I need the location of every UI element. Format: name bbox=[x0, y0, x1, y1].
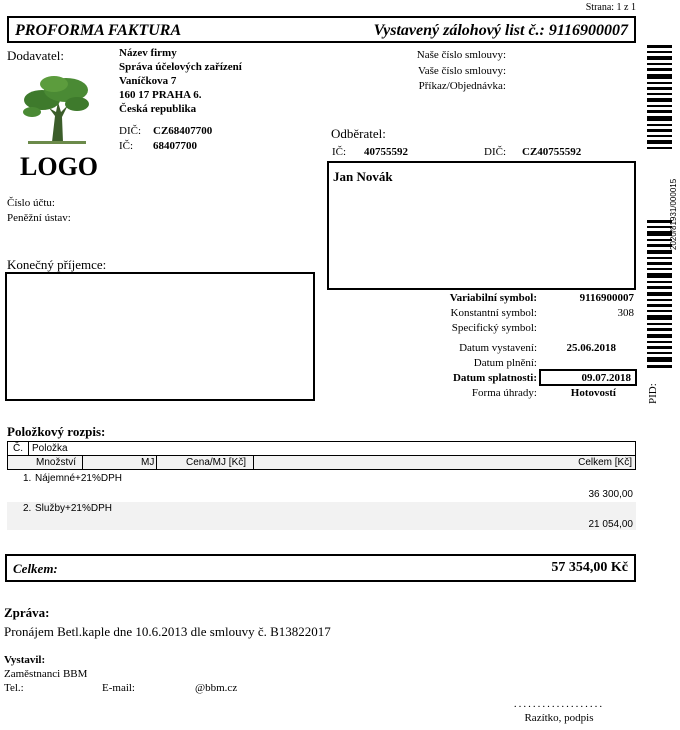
issue-date-label: Datum vystavení: bbox=[459, 342, 537, 354]
buyer-address-box bbox=[327, 161, 636, 290]
due-date-box bbox=[539, 369, 637, 386]
supplier-line: Česká republika bbox=[119, 103, 197, 115]
logo-text: LOGO bbox=[20, 152, 99, 181]
item-name: Nájemné+21%DPH bbox=[35, 473, 122, 484]
total-value: 57 354,00 Kč bbox=[551, 560, 628, 575]
supplier-ic-label: IČ: bbox=[119, 140, 134, 152]
constant-symbol-label: Konstantní symbol: bbox=[450, 307, 537, 319]
item-name: Služby+21%DPH bbox=[35, 503, 112, 514]
specific-symbol-label: Specifický symbol: bbox=[451, 322, 537, 334]
table-row bbox=[7, 502, 636, 530]
supplier-line: Název firmy bbox=[119, 47, 177, 59]
signature-line: ................... bbox=[513, 698, 605, 710]
message-label: Zpráva: bbox=[4, 605, 50, 620]
issue-date: 25.06.2018 bbox=[566, 342, 616, 354]
item-total: 36 300,00 bbox=[588, 489, 633, 500]
account-label: Číslo účtu: bbox=[7, 197, 55, 209]
total-box bbox=[5, 554, 636, 582]
recipient-box bbox=[5, 272, 315, 401]
variable-symbol-label: Variabilní symbol: bbox=[449, 292, 537, 304]
document-title: PROFORMA FAKTURA bbox=[15, 22, 182, 39]
buyer-name: Jan Novák bbox=[333, 169, 393, 184]
item-number: 1. bbox=[23, 473, 32, 484]
issuer-tel-label: Tel.: bbox=[4, 682, 24, 694]
payment-method-label: Forma úhrady: bbox=[471, 387, 537, 399]
order-label: Příkaz/Objednávka: bbox=[418, 80, 506, 92]
supplier-line: 160 17 PRAHA 6. bbox=[119, 89, 202, 101]
tree-logo-icon bbox=[22, 72, 92, 144]
due-date-label: Datum splatnosti: bbox=[452, 372, 537, 384]
col-unit-header: MJ bbox=[141, 457, 155, 468]
table-header-row bbox=[7, 441, 636, 456]
barcode-number: 2020/81931/000015 bbox=[669, 178, 678, 250]
issuer-label: Vystavil: bbox=[4, 654, 46, 666]
recipient-label: Konečný příjemce: bbox=[7, 257, 107, 272]
pid-label: PID: bbox=[647, 383, 659, 404]
issuer-name: Zaměstnanci BBM bbox=[4, 668, 88, 680]
supplier-dic-label: DIČ: bbox=[119, 125, 141, 137]
col-number-header: Č. bbox=[13, 443, 23, 454]
col-price-header: Cena/MJ [Kč] bbox=[186, 457, 247, 468]
page-number: Strana: 1 z 1 bbox=[585, 2, 636, 13]
bank-label: Peněžní ústav: bbox=[7, 212, 71, 224]
buyer-dic-label: DIČ: bbox=[484, 146, 506, 158]
col-qty-header: Množství bbox=[36, 457, 77, 468]
variable-symbol: 9116900007 bbox=[579, 292, 634, 304]
supplier-dic: CZ68407700 bbox=[153, 125, 213, 137]
buyer-ic-label: IČ: bbox=[332, 146, 347, 158]
col-item-header: Položka bbox=[32, 443, 68, 454]
buyer-label: Odběratel: bbox=[331, 126, 386, 141]
table-row bbox=[7, 472, 636, 500]
supplier-label: Dodavatel: bbox=[7, 48, 65, 63]
document-header bbox=[7, 16, 636, 43]
total-label: Celkem: bbox=[13, 561, 58, 576]
invoice-number: Vystavený zálohový list č.: 9116900007 bbox=[373, 22, 628, 39]
our-contract-label: Naše číslo smlouvy: bbox=[416, 49, 506, 61]
item-total: 21 054,00 bbox=[588, 519, 633, 530]
buyer-dic: CZ40755592 bbox=[522, 146, 582, 158]
supplier-line: Správa účelových zařízení bbox=[119, 61, 242, 73]
issuer-email: @bbm.cz bbox=[195, 682, 238, 694]
message-text: Pronájem Betl.kaple dne 10.6.2013 dle smlouvy č. B13822017 bbox=[4, 624, 331, 639]
issuer-email-label: E-mail: bbox=[102, 682, 135, 694]
your-contract-label: Vaše číslo smlouvy: bbox=[418, 65, 506, 77]
signature-label: Razítko, podpis bbox=[524, 712, 594, 724]
payment-method: Hotovostí bbox=[570, 387, 616, 399]
table-subheader-row bbox=[7, 455, 636, 470]
items-title: Položkový rozpis: bbox=[7, 424, 106, 439]
col-total-header: Celkem [Kč] bbox=[578, 457, 632, 468]
supplier-ic: 68407700 bbox=[153, 140, 197, 152]
buyer-ic: 40755592 bbox=[364, 146, 408, 158]
due-date: 09.07.2018 bbox=[581, 372, 631, 384]
supplier-address bbox=[119, 46, 242, 116]
constant-symbol: 308 bbox=[617, 307, 634, 319]
item-number: 2. bbox=[23, 503, 32, 514]
supplier-line: Vaníčkova 7 bbox=[119, 75, 177, 87]
taxable-date-label: Datum plnění: bbox=[473, 357, 537, 369]
